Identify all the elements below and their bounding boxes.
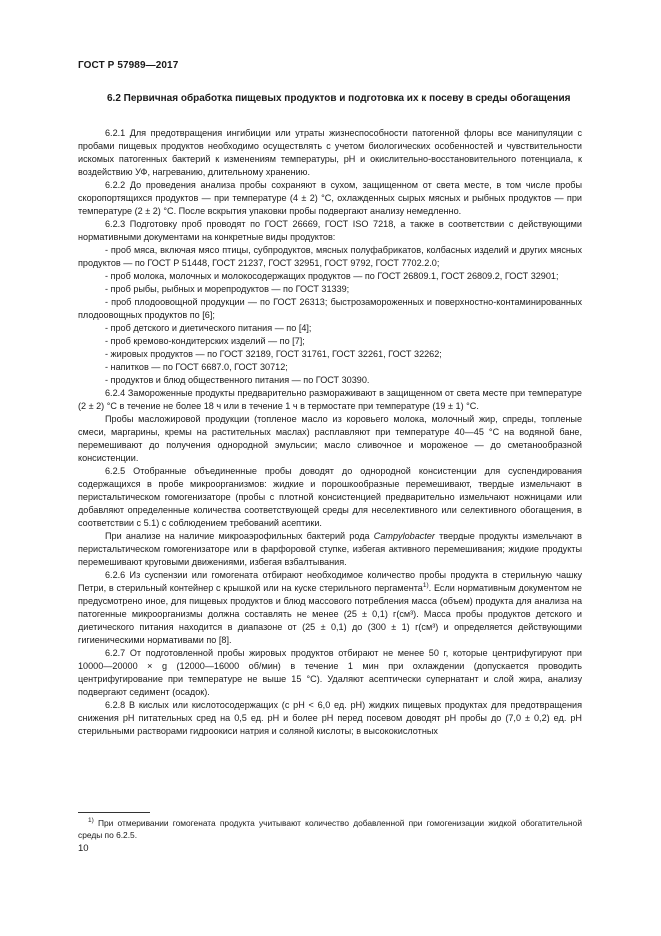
- footnote: [78, 818, 582, 841]
- list-item: - проб плодоовощной продукции — по ГОСТ 26313; быстрозамороженных и поверхностно-контаминированных плодоовощных продуктов по [6];: [78, 297, 582, 320]
- list-item: - проб молока, молочных и молокосодержащих продуктов — по ГОСТ 26809.1, ГОСТ 26809.2, ГОСТ 32901;: [105, 271, 559, 281]
- list-item: - проб детского и диетического питания — по [4];: [105, 323, 312, 333]
- list-item: - напитков — по ГОСТ 6687.0, ГОСТ 30712;: [105, 362, 288, 372]
- paragraph-campylobacter: [78, 530, 582, 569]
- paragraph-6-2-6-text: 6.2.6 Из суспензии или гомогената отбирают необходимое количество пробы продукта в стерильную чашку Петри, в стерильный контейнер с крышкой или на куске стерильного пергамента$^{1)}$. Если нормативным документом не предусмотрено иное, для пищевых продуктов и блюд массового потребления масса (объем) продукта для анализа на патогенные микроорганизмы должна составлять не менее (25 ± 0,1) г(см³). Масса пробы продуктов детского и диетического питания находится в диапазоне от (25 ± 0,1) до (300 ± 1) г(см³) и определяется действующими гигиеническими нормативами по [8].: [78, 570, 582, 645]
- paragraph-6-2-5: 6.2.5 Отобранные объединенные пробы доводят до однородной консистенции для суспендирования содержащихся в пробе микроорганизмов: жидкие и порошкообразные перемешивают, твердые измельчают в перистальтическом гомогенизаторе (пробы с плотной консистенцией предварительно измельчают ножницами или добавляют определенные количества соответствующей среды для неселективного или селективного обогащения, в соответствии с 5.1) с соблюдением требований асептики.: [78, 466, 582, 528]
- campylobacter-genus: Campylobacter: [373, 531, 435, 541]
- footnote-divider: [78, 812, 150, 813]
- paragraph-6-2-1: 6.2.1 Для предотвращения ингибиции или утраты жизнеспособности патогенной флоры все манипуляции с пробами пищевых продуктов необходимо осуществлять с учетом биологических особенностей и чувствительности искомых патогенных бактерий к изменениям температуры, pH и окислительно-восстановительного потенциала, к воздействию УФ, нагреванию, длительному хранению.: [78, 128, 582, 177]
- paragraph-6-2-2: 6.2.2 До проведения анализа пробы сохраняют в сухом, защищенном от света месте, в том числе пробы скоропортящихся продуктов — при температуре (4 ± 2) °С, охлажденных сырых мясных и рыбных продуктов — при температуре (2 ± 2) °С. После вскрытия упаковки пробы подвергают анализу немедленно.: [78, 180, 582, 216]
- body-text: [78, 127, 582, 738]
- footnote-text: При отмеривании гомогената продукта учитывают количество добавленной при гомогенизации жидкой обогатительной среды по 6.2.5.: [78, 818, 582, 840]
- paragraph-6-2-6: [78, 569, 582, 647]
- list-item: - проб кремово-кондитерских изделий — по [7];: [105, 336, 305, 346]
- section-title: 6.2 Первичная обработка пищевых продуктов и подготовка их к посеву в среды обогащения: [107, 93, 571, 104]
- footnote-reference: 1): [422, 582, 429, 589]
- list-item: - продуктов и блюд общественного питания — по ГОСТ 30390.: [105, 375, 370, 385]
- paragraph-6-2-7: 6.2.7 От подготовленной пробы жировых продуктов отбирают не менее 50 г, которые центрифугируют при 10000—20000 × g (12000—16000 об/мин) в течение 1 мин при охлаждении (допускается проводить центрифугирование при температуре не выше 15 °С). Удаляют асептически супернатант и слой жира, анализу подвергают седимент (осадок).: [78, 648, 582, 697]
- campylobacter-suffix: твердые продукты измельчают в перистальтическом гомогенизаторе или в фарфоровой ступке, избегая активного перемешивания; жидкие продукты перемешивают круговыми движениями, избегая взбалтывания.: [78, 531, 582, 567]
- list-item: - проб мяса, включая мясо птицы, субпродуктов, мясных полуфабрикатов, колбасных изделий и других мясных продуктов — по ГОСТ Р 51448, ГОСТ 21237, ГОСТ 32951, ГОСТ 9792, ГОСТ 7702.2.0;: [78, 245, 582, 268]
- paragraph-6-2-8: 6.2.8 В кислых или кислотосодержащих (с pH < 6,0 ед. pH) жидких пищевых продуктах для предотвращения снижения pH питательных сред на 0,5 ед. pH и более pH перед посевом доводят pH пробы до (7,0 ± 0,2) ед. pH стерильными растворами гидроокиси натрия и соляной кислоты; в высококислотных: [78, 700, 582, 736]
- standard-header: ГОСТ Р 57989—2017: [78, 60, 179, 71]
- campylobacter-prefix: При анализе на наличие микроаэрофильных бактерий рода: [105, 531, 374, 541]
- paragraph-6-2-4: 6.2.4 Замороженные продукты предварительно размораживают в защищенном от света месте при температуре (2 ± 2) °С в течение не более 18 ч или в течение 1 ч в термостате при температуре (19 ± 1) °С.: [78, 388, 582, 411]
- paragraph-6-2-3: 6.2.3 Подготовку проб проводят по ГОСТ 26669, ГОСТ ISO 7218, а также в соответствии с действующими нормативными документами на конкретные виды продуктов:: [78, 219, 582, 242]
- list-item: - жировых продуктов — по ГОСТ 32189, ГОСТ 31761, ГОСТ 32261, ГОСТ 32262;: [105, 349, 442, 359]
- page-number: 10: [78, 843, 89, 854]
- paragraph-fat-products: Пробы масложировой продукции (топленое масло из коровьего молока, молочный жир, спреды, топленые смеси, маргарины, кремы на растительных маслах) расплавляют при температуре 40—45 °С на водяной бане, перемешивают до получения однородной эмульсии; масло сливочное и мороженое — до сметанообразной консистенции.: [78, 414, 582, 463]
- footnote-marker: 1): [88, 817, 94, 824]
- list-item: - проб рыбы, рыбных и морепродуктов — по ГОСТ 31339;: [105, 284, 350, 294]
